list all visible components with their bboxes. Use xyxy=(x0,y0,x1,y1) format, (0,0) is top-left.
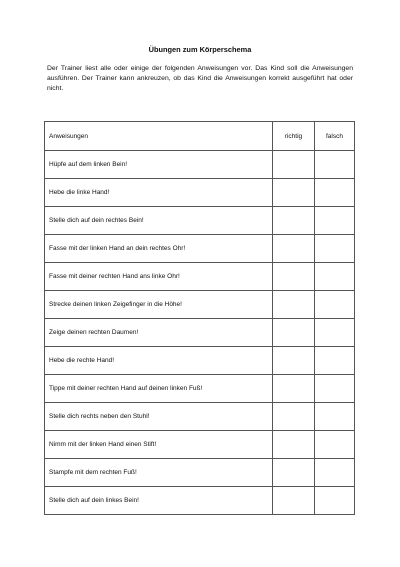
instruction-cell: Fasse mit deiner rechten Hand ans linke Ohr! xyxy=(45,263,273,291)
wrong-checkbox-cell[interactable] xyxy=(315,347,355,375)
table-header-row xyxy=(45,122,355,151)
header-correct: richtig xyxy=(273,122,315,151)
table-row xyxy=(45,207,355,235)
table-row xyxy=(45,347,355,375)
correct-checkbox-cell[interactable] xyxy=(273,207,315,235)
instruction-cell: Stampfe mit dem rechten Fuß! xyxy=(45,459,273,487)
table-row xyxy=(45,151,355,179)
table-row xyxy=(45,179,355,207)
wrong-checkbox-cell[interactable] xyxy=(315,235,355,263)
wrong-checkbox-cell[interactable] xyxy=(315,375,355,403)
correct-checkbox-cell[interactable] xyxy=(273,263,315,291)
wrong-checkbox-cell[interactable] xyxy=(315,179,355,207)
instruction-cell: Hebe die rechte Hand! xyxy=(45,347,273,375)
instruction-cell: Tippe mit deiner rechten Hand auf deinen linken Fuß! xyxy=(45,375,273,403)
header-wrong: falsch xyxy=(315,122,355,151)
correct-checkbox-cell[interactable] xyxy=(273,347,315,375)
instruction-cell: Hüpfe auf dem linken Bein! xyxy=(45,151,273,179)
correct-checkbox-cell[interactable] xyxy=(273,151,315,179)
table-row xyxy=(45,291,355,319)
wrong-checkbox-cell[interactable] xyxy=(315,263,355,291)
instruction-cell: Hebe die linke Hand! xyxy=(45,179,273,207)
table-row xyxy=(45,263,355,291)
correct-checkbox-cell[interactable] xyxy=(273,291,315,319)
correct-checkbox-cell[interactable] xyxy=(273,487,315,515)
correct-checkbox-cell[interactable] xyxy=(273,403,315,431)
wrong-checkbox-cell[interactable] xyxy=(315,291,355,319)
correct-checkbox-cell[interactable] xyxy=(273,375,315,403)
instruction-cell: Fasse mit der linken Hand an dein rechtes Ohr! xyxy=(45,235,273,263)
table-row xyxy=(45,459,355,487)
wrong-checkbox-cell[interactable] xyxy=(315,459,355,487)
table-row xyxy=(45,375,355,403)
page-title: Übungen zum Körperschema xyxy=(148,45,252,54)
table-row xyxy=(45,403,355,431)
table-row xyxy=(45,235,355,263)
table-row xyxy=(45,487,355,515)
instruction-cell: Strecke deinen linken Zeigefinger in die Höhe! xyxy=(45,291,273,319)
instruction-cell: Nimm mit der linken Hand einen Stift! xyxy=(45,431,273,459)
instruction-cell: Stelle dich auf dein linkes Bein! xyxy=(45,487,273,515)
instruction-cell: Stelle dich auf dein rechtes Bein! xyxy=(45,207,273,235)
header-instruction: Anweisungen xyxy=(45,122,273,151)
wrong-checkbox-cell[interactable] xyxy=(315,207,355,235)
wrong-checkbox-cell[interactable] xyxy=(315,319,355,347)
correct-checkbox-cell[interactable] xyxy=(273,459,315,487)
wrong-checkbox-cell[interactable] xyxy=(315,487,355,515)
table-row xyxy=(45,319,355,347)
instruction-cell: Zeige deinen rechten Daumen! xyxy=(45,319,273,347)
table-row xyxy=(45,431,355,459)
instruction-cell: Stelle dich rechts neben den Stuhl! xyxy=(45,403,273,431)
intro-paragraph: Der Trainer liest alle oder einige der folgenden Anweisungen vor. Das Kind soll die Anweisungen ausführen. Der Trainer kann ankreuzen, ob das Kind die Anweisungen korrekt ausgeführt hat oder nicht. xyxy=(47,65,353,92)
wrong-checkbox-cell[interactable] xyxy=(315,403,355,431)
wrong-checkbox-cell[interactable] xyxy=(315,431,355,459)
correct-checkbox-cell[interactable] xyxy=(273,319,315,347)
wrong-checkbox-cell[interactable] xyxy=(315,151,355,179)
correct-checkbox-cell[interactable] xyxy=(273,235,315,263)
instruction-table xyxy=(44,121,355,515)
correct-checkbox-cell[interactable] xyxy=(273,179,315,207)
correct-checkbox-cell[interactable] xyxy=(273,431,315,459)
